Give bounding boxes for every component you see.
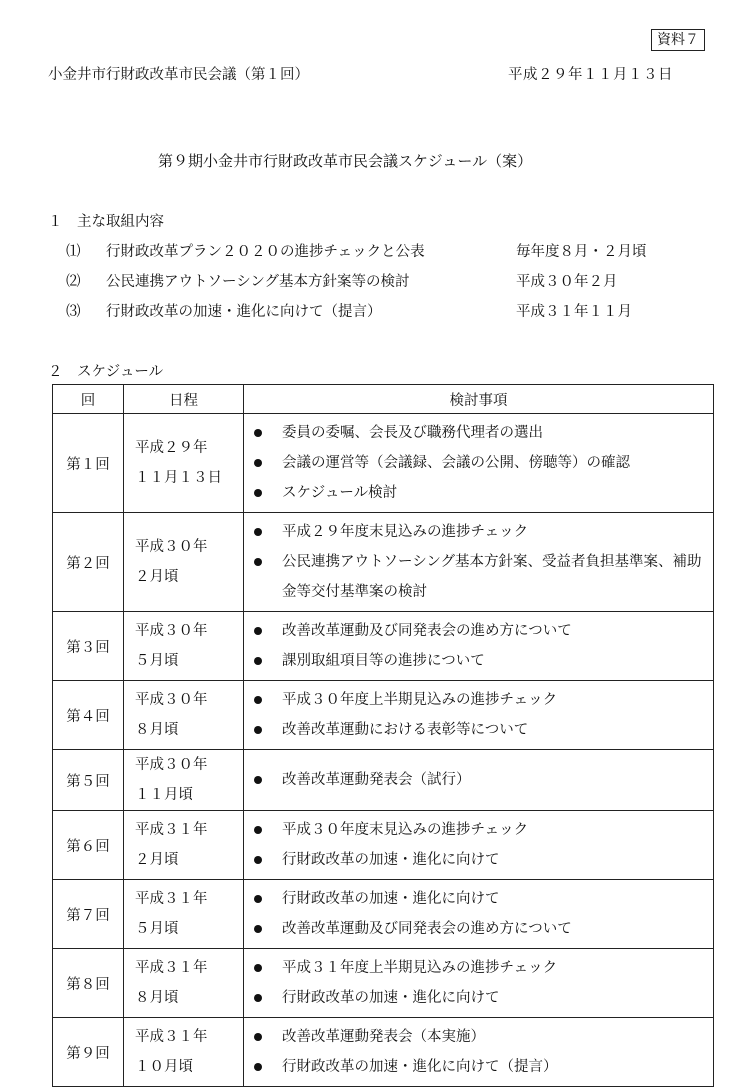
topic-bullet-item: 会議の運営等（会議録、会議の公開、傍聴等）の確認 [244,448,713,478]
date-line: 平成３０年 [135,692,208,708]
topic-bullet-item: 行財政改革の加速・進化に向けて（提言） [244,1052,713,1082]
date-cell [124,1018,244,1087]
date-line: 平成２９年 [135,440,208,456]
item-text: 公民連携アウトソーシング基本方針案等の検討 [106,274,410,290]
date-line: 平成３１年 [135,822,208,838]
table-row [53,1018,714,1087]
topic-bullet-item: 改善改革運動及び同発表会の進め方について [244,616,713,646]
meeting-date: 平成２９年１１月１３日 [508,67,673,83]
date-cell [124,681,244,750]
topic-bullet-item: 改善改革運動発表会（本実施） [244,1022,713,1052]
table-row [53,811,714,880]
round-cell: 第８回 [53,949,124,1018]
topics-cell [244,811,714,880]
item-number: ⑶ [66,304,81,320]
item-number: ⑵ [66,274,81,290]
topics-cell [244,513,714,612]
table-row [53,750,714,811]
date-line: １１月１３日 [135,470,222,486]
item-text: 行財政改革プラン２０２０の進捗チェックと公表 [106,244,425,260]
date-cell [124,880,244,949]
date-cell [124,414,244,513]
meeting-name: 小金井市行財政改革市民会議（第１回） [48,67,309,83]
date-line: ５月頃 [135,653,179,669]
topic-bullet-item: 平成３０年度末見込みの進捗チェック [244,815,713,845]
item-timing: 平成３１年１１月 [516,304,632,320]
table-row [53,414,714,513]
section1-heading: １ 主な取組内容 [48,214,164,230]
round-cell: 第４回 [53,681,124,750]
topic-bullet-item: 行財政改革の加速・進化に向けて [244,884,713,914]
date-line: １０月頃 [135,1059,193,1075]
date-line: 平成３０年 [135,757,208,773]
document-title: 第９期小金井市行財政改革市民会議スケジュール（案） [158,152,533,170]
date-cell [124,949,244,1018]
round-cell: 第７回 [53,880,124,949]
topics-cell [244,681,714,750]
topics-cell [244,880,714,949]
date-line: 平成３１年 [135,891,208,907]
topic-bullet-item: 改善改革運動及び同発表会の進め方について [244,914,713,944]
date-cell [124,750,244,811]
date-line: ８月頃 [135,722,179,738]
round-cell: 第２回 [53,513,124,612]
date-line: 平成３０年 [135,623,208,639]
column-header-date: 日程 [124,385,244,414]
table-row [53,612,714,681]
section2-heading: ２ スケジュール [48,364,164,380]
topic-bullet-item: 委員の委嘱、会長及び職務代理者の選出 [244,418,713,448]
table-header-row [53,385,714,414]
topics-cell [244,414,714,513]
date-line: 平成３０年 [135,539,208,555]
date-cell [124,513,244,612]
topic-bullet-item: 行財政改革の加速・進化に向けて [244,845,713,875]
round-cell: 第３回 [53,612,124,681]
table-row [53,880,714,949]
date-cell [124,612,244,681]
document-label: 資料７ [651,29,705,51]
table-row [53,513,714,612]
content-item-1 [66,240,647,261]
topics-cell [244,612,714,681]
date-line: 平成３１年 [135,960,208,976]
column-header-topics: 検討事項 [244,385,714,414]
topic-bullet-item: 課別取組項目等の進捗について [244,646,713,676]
topic-bullet-item: 公民連携アウトソーシング基本方針案、受益者負担基準案、補助金等交付基準案の検討 [244,547,713,607]
table-row [53,681,714,750]
topic-bullet-item: 平成３１年度上半期見込みの進捗チェック [244,953,713,983]
topic-bullet-item: 改善改革運動発表会（試行） [244,765,713,795]
date-line: ２月頃 [135,569,179,585]
round-cell: 第６回 [53,811,124,880]
date-cell [124,811,244,880]
topic-bullet-item: 行財政改革の加速・進化に向けて [244,983,713,1013]
date-line: ５月頃 [135,921,179,937]
topic-bullet-item: 改善改革運動における表彰等について [244,715,713,745]
topics-cell [244,949,714,1018]
column-header-round: 回 [53,385,124,414]
date-line: １１月頃 [135,787,193,803]
topic-bullet-item: スケジュール検討 [244,478,713,508]
topics-cell [244,1018,714,1087]
round-cell: 第５回 [53,750,124,811]
content-item-3 [66,300,632,321]
round-cell: 第９回 [53,1018,124,1087]
date-line: 平成３１年 [135,1029,208,1045]
schedule-body [53,414,714,1087]
content-item-2 [66,270,618,291]
topic-bullet-item: 平成２９年度末見込みの進捗チェック [244,517,713,547]
item-number: ⑴ [66,244,81,260]
item-timing: 毎年度８月・２月頃 [516,244,647,260]
round-cell: 第１回 [53,414,124,513]
schedule-table [52,384,714,1087]
item-timing: 平成３０年２月 [516,274,618,290]
topic-bullet-item: 平成３０年度上半期見込みの進捗チェック [244,685,713,715]
table-row [53,949,714,1018]
date-line: ２月頃 [135,852,179,868]
date-line: ８月頃 [135,990,179,1006]
topics-cell [244,750,714,811]
item-text: 行財政改革の加速・進化に向けて（提言） [106,304,382,320]
